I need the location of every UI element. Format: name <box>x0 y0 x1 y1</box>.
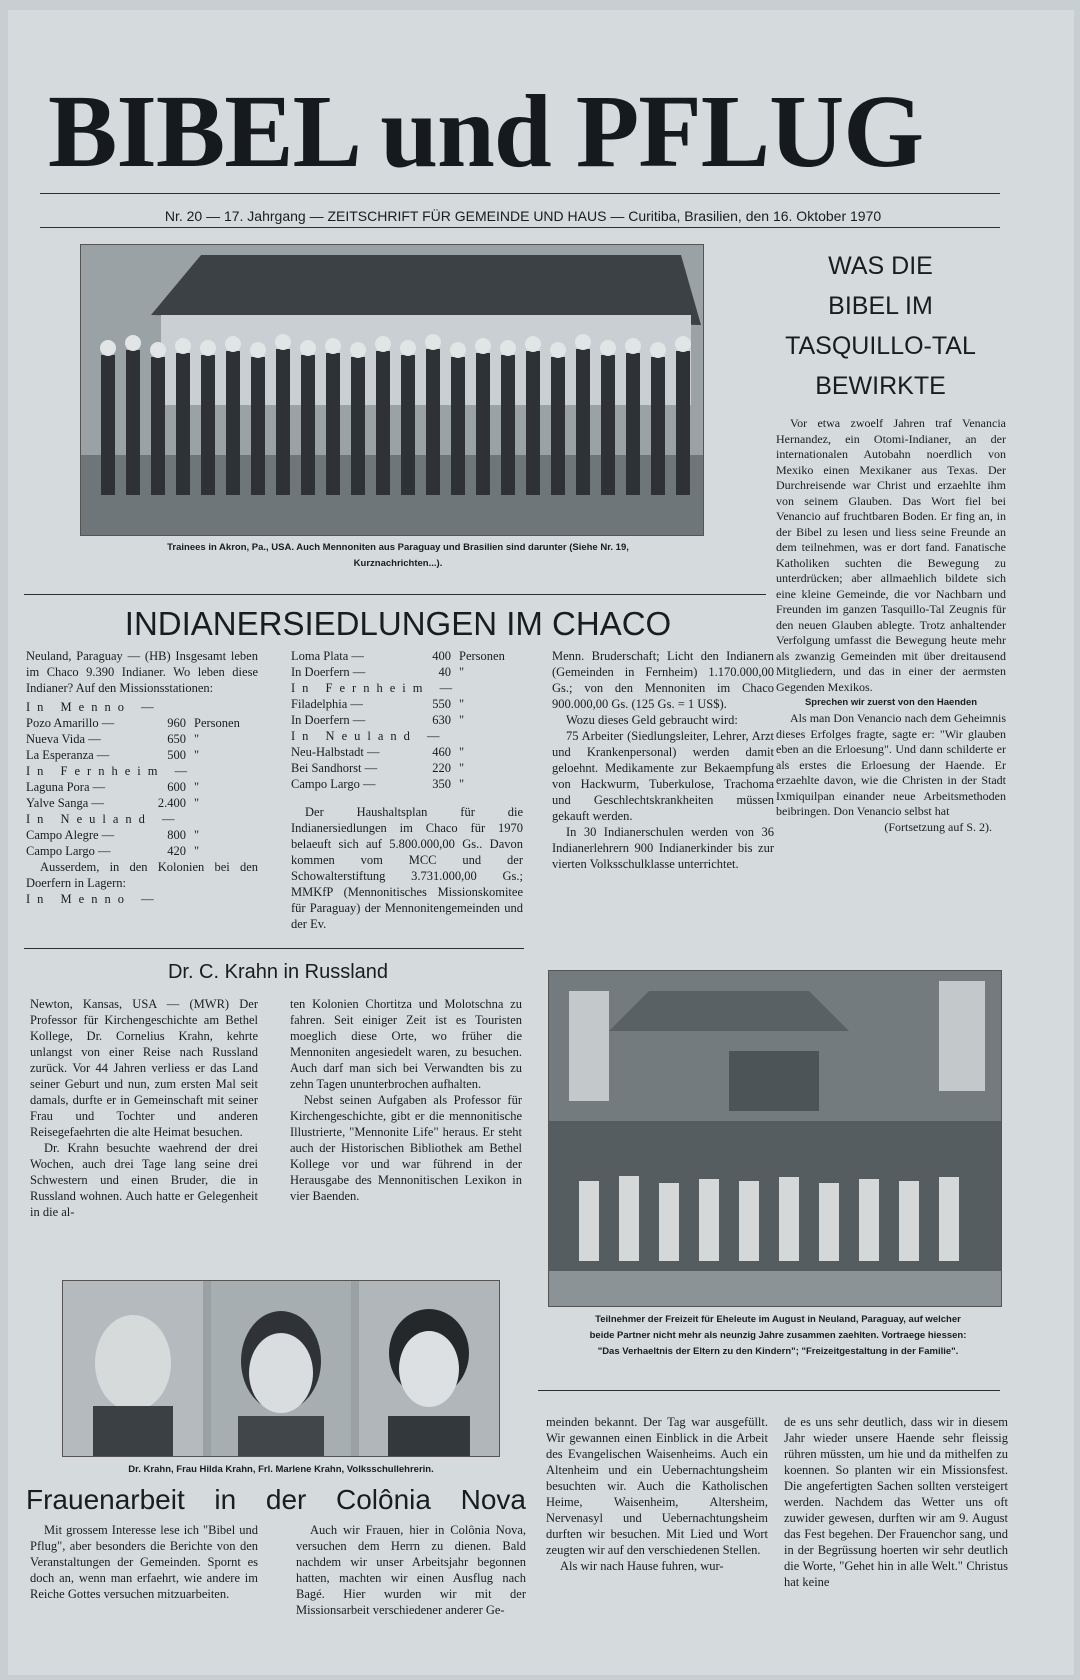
chaco-list1-row <box>26 827 240 843</box>
frauen-heading <box>26 1482 526 1518</box>
chaco-list1-unit: Personen <box>194 716 240 730</box>
krahn-portraits <box>62 1280 500 1457</box>
chaco-list2-unit: " <box>459 713 465 727</box>
chaco-col1-end: Ausserdem, in den Kolonien bei den Doerfern in Lagern: <box>26 860 258 890</box>
chaco-col3-p3: 75 Arbeiter (Siedlungsleiter, Lehrer, Arzt und Krankenpersonal) werden damit geloehnt. Medikamente zur Bekaempfung von Hackwurm, Tuberkulose, Trachoma und Geschlechtskrankheiten müssen gekauft werden. <box>552 729 774 823</box>
chaco-col-3 <box>552 648 774 872</box>
chaco-list2-place: Campo Largo — <box>291 777 376 791</box>
bibel-subhead: Sprechen wir zuerst von den Haenden <box>804 697 978 708</box>
bibel-continued: (Fortsetzung auf S. 2). <box>884 819 992 834</box>
frauen-col2-p: Auch wir Frauen, hier in Colônia Nova, versuchen dem Herrn zu dienen. Bald nachdem wir unser Arbeitsjahr begonnen hatten, machten wir einen Ausflug nach Bagé. Hier wurden wir mit der Missionsarbeit verschiedener anderer Ge- <box>296 1523 526 1617</box>
chaco-list2-count: 40 <box>438 665 451 679</box>
chaco-list1-place: La Esperanza — <box>26 748 110 762</box>
masthead-bibel: BIBEL <box>48 74 356 189</box>
chaco-list1-row <box>26 715 240 731</box>
chaco-list1-unit: " <box>194 780 200 794</box>
krahn-col2-p1: ten Kolonien Chortitza und Molotschna zu fahren. Seit einiger Zeit ist es Touristen moeglich diese Orte, wo früher die Mennoniten angesiedelt waren, zu besuchen. Auch darf man sich bei Verwandten bis zu zehn Tagen ununterbrochen aufhalten. <box>290 997 522 1091</box>
chaco-list1-group-label: In Fernheim — <box>26 764 195 778</box>
chaco-list2-row <box>291 744 505 760</box>
chaco-list1-count: 2.400 <box>157 796 186 810</box>
trainees-photo <box>80 244 704 536</box>
chaco-list2-count: 400 <box>432 649 451 663</box>
chaco-list2-place: Neu-Halbstadt — <box>291 745 380 759</box>
chaco-list2-row <box>291 648 505 664</box>
masthead-pflug: PFLUG <box>575 74 924 189</box>
trainees-photo-art <box>81 245 703 535</box>
chaco-list1-row <box>26 763 240 779</box>
bibel-body <box>776 416 1006 835</box>
frauen-col-1 <box>30 1522 258 1602</box>
chaco-list2-group-label: In Fernheim — <box>291 681 460 695</box>
chaco-list2-place: Bei Sandhorst — <box>291 761 378 775</box>
masthead-und: und <box>380 74 551 189</box>
group-photo-art <box>549 971 1001 1306</box>
chaco-list1-row <box>26 747 240 763</box>
group-photo-caption: Teilnehmer der Freizeit für Eheleute im August in Neuland, Paraguay, auf welcher beide Partner nicht mehr als neunzig Jahre zusammen zaehlten. Vortraege hiessen: "Das Verhaeltnis der Eltern zu den Kindern"; "Freizeitgestaltung in der Familie". <box>589 1314 967 1357</box>
chaco-list2-unit: " <box>459 777 465 791</box>
bibel-heading-line3: TASQUILLO-TAL <box>785 332 976 360</box>
frauen-col-3 <box>546 1414 768 1574</box>
krahn-col-2 <box>290 996 522 1204</box>
chaco-col3-p4: In 30 Indianerschulen werden von 36 Indianerlehrern 900 Indianerkinder bis zur vierten Volksschulklasse unterrichtet. <box>552 825 774 871</box>
chaco-list1-count: 960 <box>167 716 186 730</box>
masthead-rule-bottom <box>40 227 1000 228</box>
frauen-col3-p1: meinden bekannt. Der Tag war ausgefüllt. Wir gewannen einen Einblick in die Arbeit des Evangelischen Waisenheims. Auch ein Altenheim und ein Uebernachtungsheim besuchten wir. Auch die Katholischen Heime, Waisenheim, Altersheim, Nervenasyl und Uebernachtungsheim durften wir besuchen. Mit Lied und Wort zeugten wir auf den verschiedenen Stellen. <box>546 1415 768 1557</box>
krahn-heading: Dr. C. Krahn in Russland <box>167 961 389 983</box>
chaco-list2-count: 460 <box>432 745 451 759</box>
chaco-col3-p2: Wozu dieses Geld gebraucht wird: <box>566 713 738 727</box>
chaco-list2-place: Filadelphia — <box>291 697 363 711</box>
chaco-list2-count: 350 <box>432 777 451 791</box>
chaco-list2-row <box>291 776 505 792</box>
chaco-list2-row <box>291 696 505 712</box>
chaco-list2-row <box>291 712 505 728</box>
frauen-rule <box>538 1390 1000 1391</box>
chaco-col2-paragraph: Der Haushaltsplan für die Indianersiedlungen im Chaco für 1970 belaeuft sich auf 5.800.000,00 Gs.. Davon kommen vom MCC und der Schowalterstiftung 3.731.000,00 Gs.; MMKfP (Mennonitisches Missionskomitee für Paraguay) der Mennonitengemeinden und der Ev. <box>291 805 523 931</box>
frauen-heading-w2: in <box>214 1484 237 1515</box>
chaco-list2-count: 550 <box>432 697 451 711</box>
krahn-col1-p1: Newton, Kansas, USA — (MWR) Der Professor für Kirchengeschichte am Bethel Kollege, Dr. Cornelius Krahn, kehrte unlangst von einer Reise nach Russland zurück. Vor 44 Jahren verliess er das Land seiner Geburt und nun, zum ersten Mal seit damals, durfte er in Gemeinschaft mit seiner Frau und Tochter und anderen Reisegefaehrten die alte Heimat besuchen. <box>30 997 258 1139</box>
frauen-col-2 <box>296 1522 526 1618</box>
chaco-list2-place: Loma Plata — <box>291 649 364 663</box>
bibel-heading <box>773 246 988 406</box>
chaco-list1-unit: " <box>194 828 200 842</box>
krahn-col1-p2: Dr. Krahn besuchte waehrend der drei Wochen, auch drei Tage lang seine drei Schwestern und einen Bruder, die in Russland wohnen. Auch hatte er Gelegenheit in die al- <box>30 1141 258 1219</box>
chaco-list2-row <box>291 728 505 744</box>
frauen-col-4 <box>784 1414 1008 1590</box>
chaco-list1-place: Campo Alegre — <box>26 828 115 842</box>
chaco-list1-place: Campo Largo — <box>26 844 111 858</box>
bibel-paragraph-2: Als man Don Venancio nach dem Geheimnis dieses Erfolges fragte, sagte er: "Wir glauben eben an die Erloesung". Und dann schilderte er als erstes die Erloesung der Haende. Er erzaehlte davon, wie die Christen in der Stadt Ixmiquilpan einander neue Arbeitsmethoden beibringen. Don Venancio selbst hat <box>776 711 1006 818</box>
chaco-list2-unit: " <box>459 745 465 759</box>
frauen-heading-w5: Nova <box>460 1484 526 1515</box>
chaco-intro: Neuland, Paraguay — (HB) Insgesamt leben im Chaco 9.390 Indianer. Wo leben diese Indianer? Auf den Missionsstationen: <box>26 649 258 695</box>
krahn-col2-p2: Nebst seinen Aufgaben als Professor für Kirchengeschichte, gibt er die mennonitische Illustrierte, "Mennonite Life" heraus. Er steht auch der Historischen Bibliothek am Bethel Kollege vor und war führend in der Herausgabe des Mennonitischen Lexikon in vier Baenden. <box>290 1093 522 1203</box>
chaco-list2-group-label: In Neuland — <box>291 729 447 743</box>
chaco-list2-unit: Personen <box>459 649 505 663</box>
chaco-col3-p1: Menn. Bruderschaft; Licht den Indianern (Gemeinden in Fernheim) 1.170.000,00 Gs.; von den Mennoniten im Chaco 900.000,00 Gs. (125 Gs. = 1 US$). <box>552 649 774 711</box>
chaco-list1-count: 800 <box>167 828 186 842</box>
frauen-heading-w1: Frauenarbeit <box>26 1484 185 1515</box>
chaco-list1-unit: " <box>194 844 200 858</box>
frauen-heading-w3: der <box>265 1484 307 1515</box>
chaco-list1-row <box>26 795 240 811</box>
chaco-list1-place: Pozo Amarillo — <box>26 716 115 730</box>
chaco-list1-row <box>26 811 240 827</box>
chaco-list2-row <box>291 664 505 680</box>
frauen-col3-p2: Als wir nach Hause fuhren, wur- <box>560 1559 724 1573</box>
bibel-paragraph-1: Vor etwa zwoelf Jahren traf Venancia Hernandez, ein Otomi-Indianer, an der internationalen Autobahn noerdlich von Mexiko einen Mexikaner aus Texas. Der Durchreisende war Christ und erzaehlte ihm von seinem Glauben. Das Wort fiel bei Venancio auf fruchtbaren Boden. Er fing an, in der Bibel zu lesen und liess seine Freunde an dem teilnehmen, was er dort fand. Fanatische Katholiken suchten die Bewegung zu unterdrücken; aber allmaehlich bildete sich eine kleine Gemeinde, die vor Nachbarn und Freunden im ganzen Tasquillo-Tal Zeugnis für den neuen Glauben ablegte. Trotz anhaltender Verfolgung umfasst die Bewegung heute mehr als zwanzig Gemeinden mit über dreitausend Mitgliedern, und das in einer der aermsten Gegenden Mexikos. <box>776 416 1006 694</box>
chaco-list1-unit: " <box>194 748 200 762</box>
bibel-heading-line1: WAS DIE <box>828 252 933 280</box>
issue-line: Nr. 20 — 17. Jahrgang — ZEITSCHRIFT FÜR GEMEINDE UND HAUS — Curitiba, Brasilien, den 16. Oktober 1970 <box>164 208 882 224</box>
chaco-list-1 <box>26 699 240 859</box>
chaco-list1-row <box>26 699 240 715</box>
chaco-list2-row <box>291 680 505 696</box>
newspaper-page <box>8 10 1074 1675</box>
chaco-list1-row <box>26 731 240 747</box>
chaco-list2-place: In Doerfern — <box>291 713 366 727</box>
chaco-heading: INDIANERSIEDLUNGEN IM CHACO <box>124 605 672 642</box>
chaco-list2-unit: " <box>459 665 465 679</box>
chaco-list1-row <box>26 779 240 795</box>
bibel-heading-line2: BIBEL IM <box>828 292 933 320</box>
chaco-col1-last: In Menno — <box>26 892 161 906</box>
chaco-list1-count: 420 <box>167 844 186 858</box>
chaco-list1-place: Nueva Vida — <box>26 732 101 746</box>
chaco-list2-place: In Doerfern — <box>291 665 366 679</box>
chaco-list1-count: 600 <box>167 780 186 794</box>
chaco-list2-count: 220 <box>432 761 451 775</box>
masthead <box>48 72 998 192</box>
frauen-col1-p: Mit grossem Interesse lese ich "Bibel und Pflug", aber besonders die Berichte von den Veranstaltungen der Gemeinden. Spornt es doch an, wenn man erfaehrt, wie andere im Reiche Gottes versuchen mitzuarbeiten. <box>30 1523 258 1601</box>
chaco-col-2 <box>291 648 523 932</box>
trainees-caption: Trainees in Akron, Pa., USA. Auch Mennoniten aus Paraguay und Brasilien sind darunter (Siehe Nr. 19, Kurznachrichten...). <box>167 542 629 569</box>
chaco-list2-unit: " <box>459 697 465 711</box>
chaco-list1-place: Laguna Pora — <box>26 780 106 794</box>
krahn-portraits-art <box>63 1281 499 1456</box>
chaco-col-1 <box>26 648 258 907</box>
krahn-col-1 <box>30 996 258 1220</box>
chaco-rule <box>24 594 766 595</box>
chaco-list1-unit: " <box>194 796 200 810</box>
chaco-list1-group-label: In Menno — <box>26 700 161 714</box>
chaco-list1-count: 500 <box>167 748 186 762</box>
krahn-rule <box>24 948 524 949</box>
chaco-list1-count: 650 <box>167 732 186 746</box>
chaco-list2-row <box>291 760 505 776</box>
chaco-list2-unit: " <box>459 761 465 775</box>
chaco-list-2 <box>291 648 505 792</box>
bibel-heading-line4: BEWIRKTE <box>815 372 946 400</box>
krahn-portraits-caption: Dr. Krahn, Frau Hilda Krahn, Frl. Marlene Krahn, Volksschullehrerin. <box>128 1464 434 1475</box>
chaco-list1-group-label: In Neuland — <box>26 812 182 826</box>
frauen-col4-p: de es uns sehr deutlich, dass wir in diesem Jahr wieder unsere Haende sehr fleissig rühren müssten, um hie und da mithelfen zu koennen. So planten wir ein Missionsfest. Die angefertigten Sachen sollten versteigert werden. Nachdem das Wetter uns oft zuwider gewesen, durften wir am 9. August das Fest begehen. Der Frauenchor sang, und in der Begrüssung hoerten wir sehr deutlich die Worte, "Gehet hin in alle Welt." Christus hat keine <box>784 1415 1008 1589</box>
chaco-list1-row <box>26 843 240 859</box>
group-photo <box>548 970 1002 1307</box>
chaco-list1-unit: " <box>194 732 200 746</box>
chaco-list1-place: Yalve Sanga — <box>26 796 104 810</box>
frauen-heading-w4: Colônia <box>336 1484 431 1515</box>
masthead-rule-top <box>40 193 1000 194</box>
chaco-list2-count: 630 <box>432 713 451 727</box>
